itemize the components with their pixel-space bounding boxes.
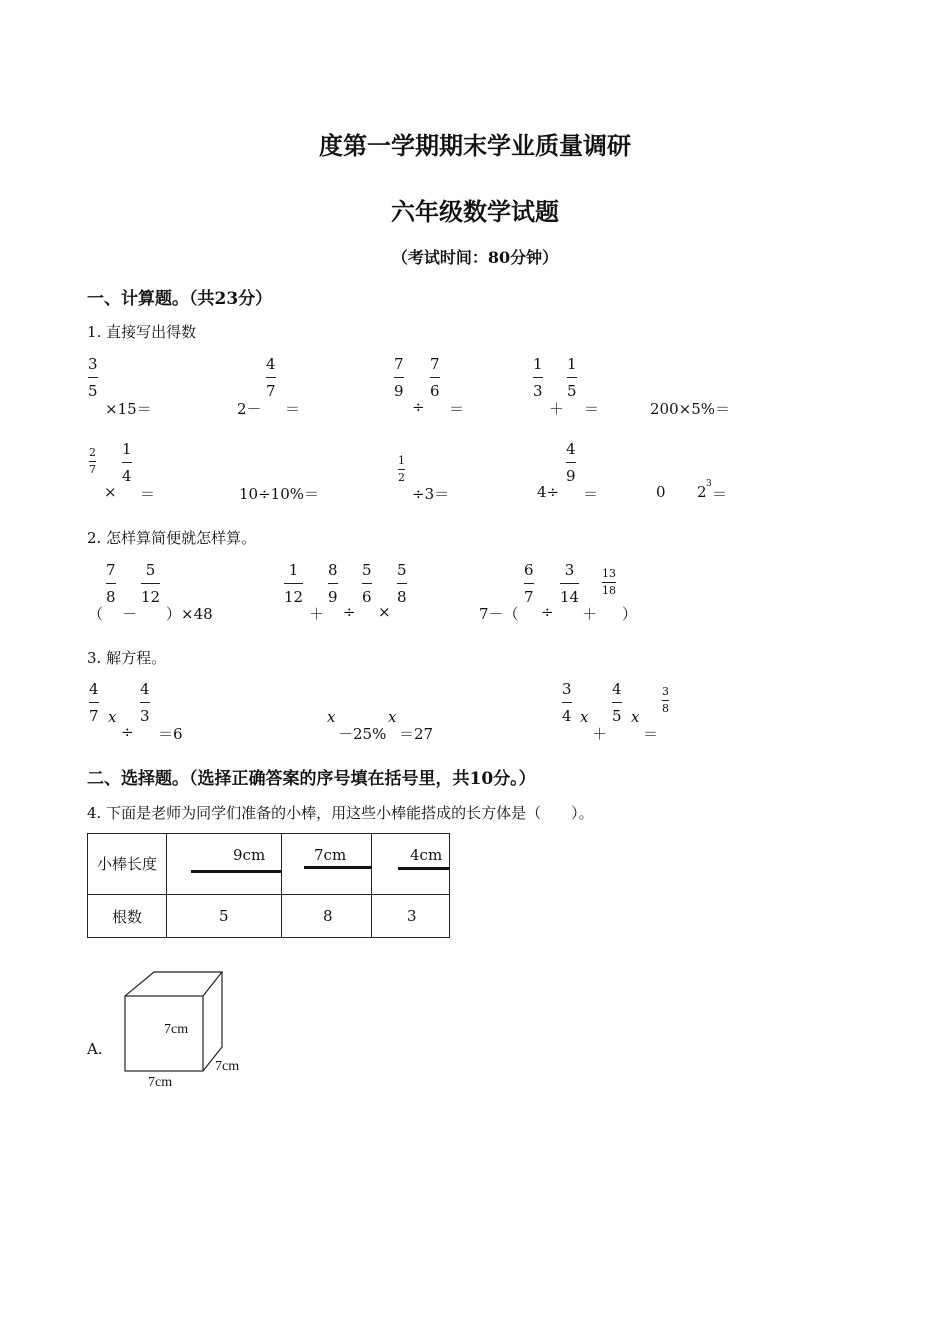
row-header-count: 根数 xyxy=(88,895,167,938)
table-row xyxy=(88,834,450,895)
fraction: 2 7 xyxy=(89,446,96,476)
fraction: 13 18 xyxy=(602,567,616,597)
fraction: 1 4 xyxy=(122,440,132,485)
fraction: 4 5 xyxy=(612,680,622,725)
q1-r1-e: 200×5%＝ xyxy=(650,400,730,418)
fraction: 3 5 xyxy=(88,355,98,400)
sticks-table xyxy=(87,833,450,938)
q1-r2-b: 10÷10%＝ xyxy=(239,485,319,503)
page-title: 度第一学期期末学业质量调研 xyxy=(319,131,631,160)
fraction: 7 6 xyxy=(430,355,440,400)
fraction: 8 9 xyxy=(328,561,338,606)
table-row: 根数 5 8 3 xyxy=(88,895,450,938)
cube-depth-label: 7cm xyxy=(215,1059,240,1074)
q1-r2-e: 0 xyxy=(656,483,666,501)
cube-width-label: 7cm xyxy=(148,1075,173,1090)
cube-height-label: 7cm xyxy=(164,1022,189,1037)
fraction: 4 7 xyxy=(266,355,276,400)
fraction: 3 14 xyxy=(560,561,580,606)
cube-figure xyxy=(118,965,258,1095)
fraction: 1 12 xyxy=(284,561,304,606)
q1-label: 1. 直接写出得数 xyxy=(87,323,197,341)
fraction: 7 9 xyxy=(394,355,404,400)
q4-label: 4. 下面是老师为同学们准备的小棒，用这些小棒能搭成的长方体是（ ）。 xyxy=(87,804,594,822)
fraction: 5 8 xyxy=(397,561,407,606)
option-a-label: A. xyxy=(87,1040,103,1058)
page-subtitle: 六年级数学试题 xyxy=(391,197,559,226)
fraction: 6 7 xyxy=(524,561,534,606)
stick-4cm: 4cm xyxy=(372,834,450,895)
q2-label: 2. 怎样算简便就怎样算。 xyxy=(87,529,257,547)
section2-heading: 二、选择题。（选择正确答案的序号填在括号里，共10分。） xyxy=(87,769,536,789)
fraction: 4 3 xyxy=(140,680,150,725)
fraction: 4 9 xyxy=(566,440,576,485)
fraction: 1 3 xyxy=(533,355,543,400)
stick-7cm: 7cm xyxy=(282,834,372,895)
fraction: 3 8 xyxy=(662,685,669,715)
fraction: 3 4 xyxy=(562,680,572,725)
section1-heading: 一、计算题。（共23分） xyxy=(87,289,273,309)
q3-label: 3. 解方程。 xyxy=(87,649,167,667)
fraction: 4 7 xyxy=(89,680,99,725)
exam-time: （考试时间：80分钟） xyxy=(391,248,559,267)
fraction: 7 8 xyxy=(106,561,116,606)
fraction: 1 5 xyxy=(567,355,577,400)
row-header-length: 小棒长度 xyxy=(88,834,167,895)
fraction: 5 12 xyxy=(141,561,161,606)
stick-9cm: 9cm xyxy=(167,834,282,895)
fraction: 5 6 xyxy=(362,561,372,606)
fraction: 1 2 xyxy=(398,454,405,484)
